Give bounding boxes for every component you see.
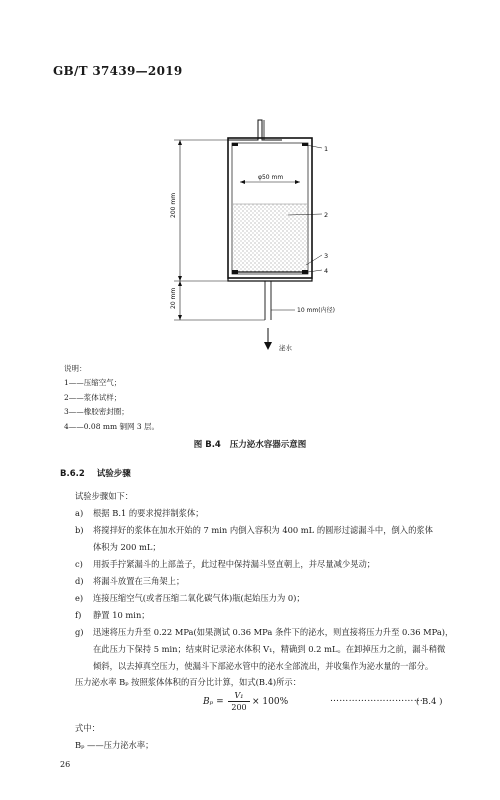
step-item — [75, 524, 433, 536]
legend-item: 1——压缩空气； — [64, 378, 122, 388]
section-heading — [60, 467, 131, 479]
step-item — [75, 592, 305, 604]
formula-denominator: 200 — [231, 703, 247, 712]
step-text-continued: 在此压力下保持 5 min；结束时记录泌水体积 V₁，精确到 0.2 mL。在卸掉压力之前，漏斗稍微 — [93, 644, 446, 654]
callout-2: 2 — [324, 211, 329, 219]
section-title: 试验步骤 — [96, 469, 131, 479]
step-text: 静置 10 min； — [93, 610, 150, 620]
legend-item: 3——橡胶密封圈； — [64, 407, 129, 417]
stem-label: 20 mm — [170, 287, 177, 309]
step-label: e) — [75, 593, 84, 603]
figure-title: 压力泌水容器示意图 — [229, 440, 307, 450]
figure-caption — [0, 438, 500, 450]
slurry-sample — [233, 204, 307, 272]
where-label: 式中： — [75, 723, 100, 733]
pressure-bleeding-vessel-diagram — [150, 110, 360, 360]
step-item — [75, 575, 184, 587]
step-item — [75, 626, 453, 638]
height-label: 200 mm — [170, 192, 177, 218]
step-label: b) — [75, 525, 84, 535]
callout-4: 4 — [324, 267, 329, 275]
step-item — [75, 558, 375, 570]
step-text-continued: 体积为 200 mL； — [93, 542, 161, 552]
equation-number: ( B.4 ) — [416, 697, 443, 707]
step-text-continued: 倾斜，以去掉真空压力，使漏斗下部泌水管中的泌水全部流出，并收集作为泌水量的一部分。 — [93, 661, 434, 671]
step-label: a) — [75, 508, 84, 518]
formula-intro: 压力泌水率 Bₚ 按照浆体体积的百分比计算，如式(B.4)所示： — [75, 677, 302, 687]
standard-code: GB/T 37439—2019 — [53, 64, 183, 78]
top-seal — [232, 143, 238, 146]
outflow-arrow — [264, 328, 272, 350]
legend-item: 4——0.08 mm 铜网 3 层。 — [64, 421, 160, 431]
legend-item: 2——浆体试样； — [64, 392, 122, 402]
equation-b4 — [0, 690, 500, 716]
diameter-label: φ50 mm — [258, 174, 284, 181]
pipe-diameter-label: 10 mm(内径) — [297, 307, 335, 314]
formula-rhs: × 100% — [252, 697, 289, 707]
step-label: f) — [75, 610, 82, 620]
page-number: 26 — [60, 760, 71, 769]
step-text: 根据 B.1 的要求搅拌制浆体； — [93, 508, 204, 518]
step-text: 将漏斗放置在三角架上； — [93, 576, 185, 586]
callout-1: 1 — [324, 145, 329, 153]
step-text: 用扳手拧紧漏斗的上部盖子，此过程中保持漏斗竖直朝上，并尽量减少晃动； — [93, 559, 376, 569]
formula-lhs: Bₚ = — [203, 697, 224, 707]
formula-leader-dots: ………………………… — [330, 694, 423, 704]
step-text: 将搅拌好的浆体在加水开始的 7 min 内倒入容积为 400 mL 的圆形过滤漏斗中，倒入的浆体 — [93, 525, 433, 535]
stem-dimension — [174, 281, 265, 320]
formula-numerator: V₁ — [228, 690, 250, 702]
step-text: 连接压缩空气(或者压缩二氧化碳气体)瓶(起始压力为 0)； — [93, 593, 305, 603]
figure-number: 图 B.4 — [193, 440, 221, 450]
figure-legend — [64, 362, 159, 434]
step-label: d) — [75, 576, 84, 586]
step-label: g) — [75, 627, 84, 637]
formula-fraction — [228, 690, 250, 713]
step-item — [75, 609, 150, 621]
outflow-label: 泌水 — [279, 344, 292, 352]
outlet-pipe — [265, 281, 271, 320]
where-item: Bₚ ——压力泌水率； — [75, 740, 154, 750]
section-number: B.6.2 — [60, 469, 85, 479]
step-label: c) — [75, 559, 83, 569]
callout-3: 3 — [324, 252, 329, 260]
steps-intro: 试验步骤如下： — [75, 491, 134, 501]
legend-title: 说明： — [64, 364, 87, 373]
step-text: 迅速将压力升至 0.22 MPa(如果测试 0.36 MPa 条件下的泌水，则直接将压力升至 0.36 MPa)， — [93, 627, 454, 637]
step-item — [75, 507, 204, 519]
